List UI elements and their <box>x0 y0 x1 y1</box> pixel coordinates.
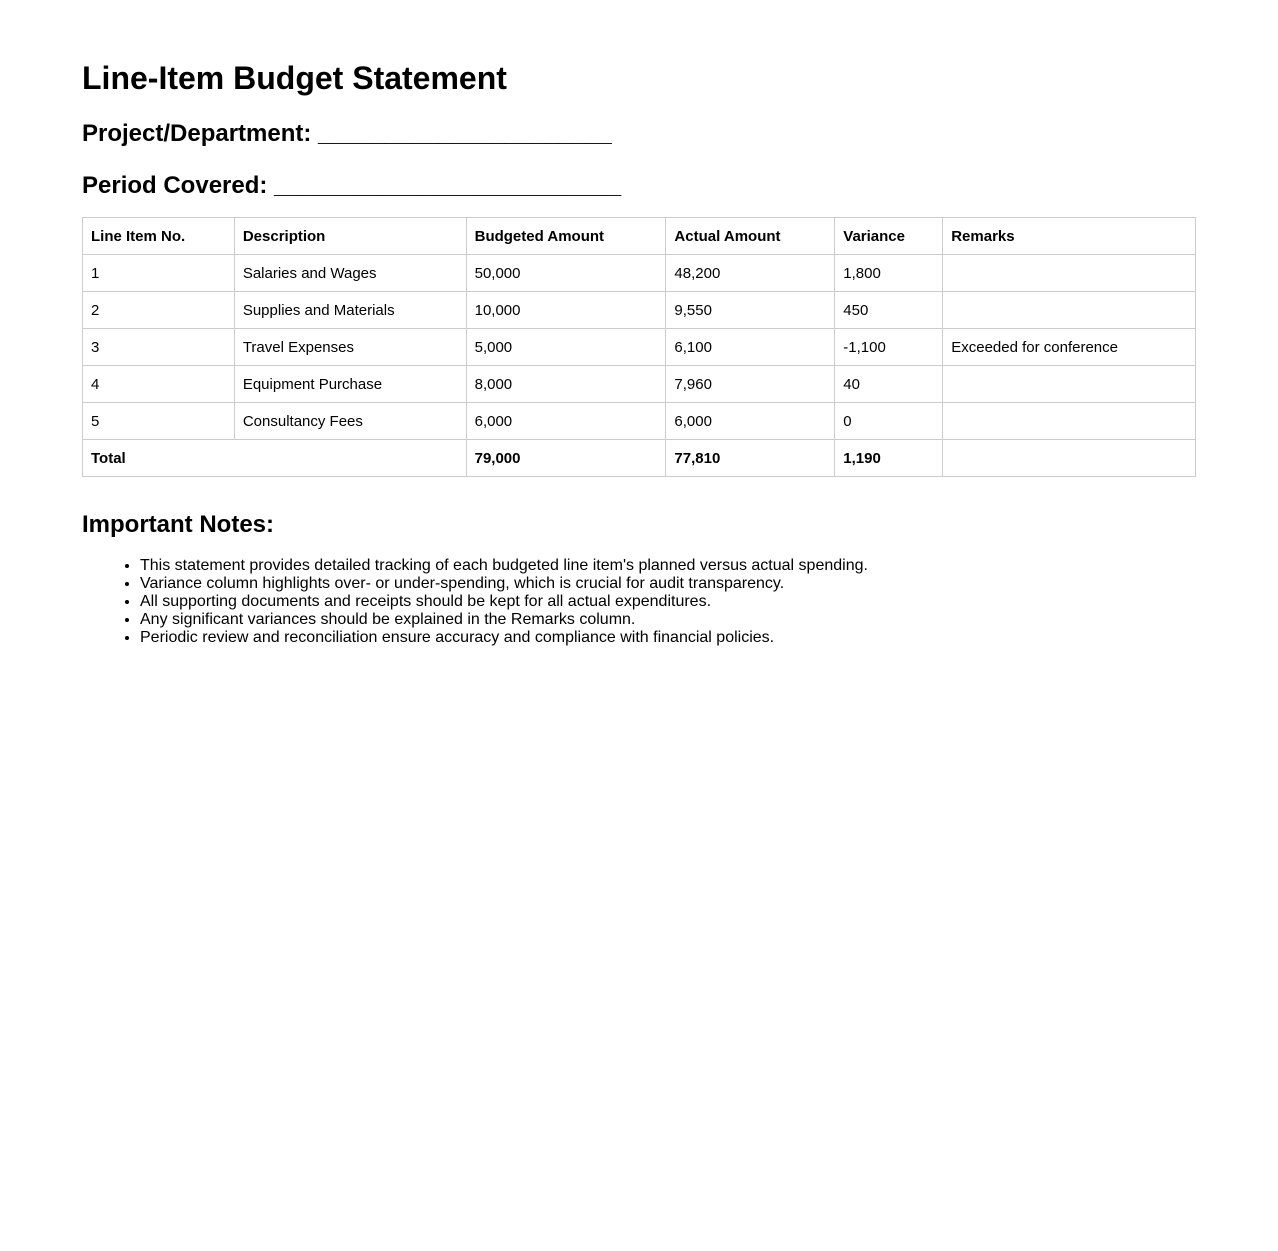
total-actual-amount: 77,810 <box>666 440 835 477</box>
project-department-field: Project/Department: ______________________ <box>82 120 612 147</box>
header-remarks: Remarks <box>943 218 1196 255</box>
budget-table <box>82 217 1196 477</box>
period-covered-field: Period Covered: __________________________ <box>82 172 622 199</box>
cell-variance: 1,800 <box>835 255 943 292</box>
cell-line-item-no: 3 <box>83 329 235 366</box>
cell-budgeted-amount: 50,000 <box>466 255 666 292</box>
cell-variance: 0 <box>835 403 943 440</box>
cell-variance: -1,100 <box>835 329 943 366</box>
cell-line-item-no: 1 <box>83 255 235 292</box>
cell-description: Consultancy Fees <box>234 403 466 440</box>
cell-budgeted-amount: 8,000 <box>466 366 666 403</box>
cell-remarks <box>943 403 1196 440</box>
cell-remarks <box>943 255 1196 292</box>
cell-line-item-no: 4 <box>83 366 235 403</box>
list-item: • Variance column highlights over- or under-spending, which is crucial for audit transparency. <box>140 575 868 593</box>
cell-description: Salaries and Wages <box>234 255 466 292</box>
cell-variance: 450 <box>835 292 943 329</box>
header-variance: Variance <box>835 218 943 255</box>
list-item: • This statement provides detailed tracking of each budgeted line item's planned versus actual spending. <box>140 557 868 575</box>
total-label: Total <box>83 440 467 477</box>
cell-variance: 40 <box>835 366 943 403</box>
cell-remarks: Exceeded for conference <box>943 329 1196 366</box>
list-item: • All supporting documents and receipts should be kept for all actual expenditures. <box>140 593 868 611</box>
table-row <box>83 403 1196 440</box>
header-line-item-no: Line Item No. <box>83 218 235 255</box>
table-total-row <box>83 440 1196 477</box>
header-description: Description <box>234 218 466 255</box>
notes-list <box>82 557 868 647</box>
table-row <box>83 292 1196 329</box>
notes-heading: Important Notes: <box>82 511 274 538</box>
cell-description: Equipment Purchase <box>234 366 466 403</box>
cell-line-item-no: 5 <box>83 403 235 440</box>
cell-actual-amount: 9,550 <box>666 292 835 329</box>
cell-budgeted-amount: 5,000 <box>466 329 666 366</box>
cell-actual-amount: 7,960 <box>666 366 835 403</box>
list-item: • Periodic review and reconciliation ensure accuracy and compliance with financial policies. <box>140 629 868 647</box>
header-budgeted-amount: Budgeted Amount <box>466 218 666 255</box>
cell-remarks <box>943 292 1196 329</box>
cell-line-item-no: 2 <box>83 292 235 329</box>
page-title: Line-Item Budget Statement <box>82 60 507 96</box>
table-header-row <box>83 218 1196 255</box>
cell-actual-amount: 6,000 <box>666 403 835 440</box>
list-item: • Any significant variances should be explained in the Remarks column. <box>140 611 868 629</box>
table-row <box>83 366 1196 403</box>
header-actual-amount: Actual Amount <box>666 218 835 255</box>
total-budgeted-amount: 79,000 <box>466 440 666 477</box>
table-row <box>83 255 1196 292</box>
cell-actual-amount: 48,200 <box>666 255 835 292</box>
table-row <box>83 329 1196 366</box>
cell-budgeted-amount: 10,000 <box>466 292 666 329</box>
cell-description: Travel Expenses <box>234 329 466 366</box>
total-variance: 1,190 <box>835 440 943 477</box>
cell-budgeted-amount: 6,000 <box>466 403 666 440</box>
cell-actual-amount: 6,100 <box>666 329 835 366</box>
cell-remarks <box>943 366 1196 403</box>
cell-description: Supplies and Materials <box>234 292 466 329</box>
total-remarks <box>943 440 1196 477</box>
